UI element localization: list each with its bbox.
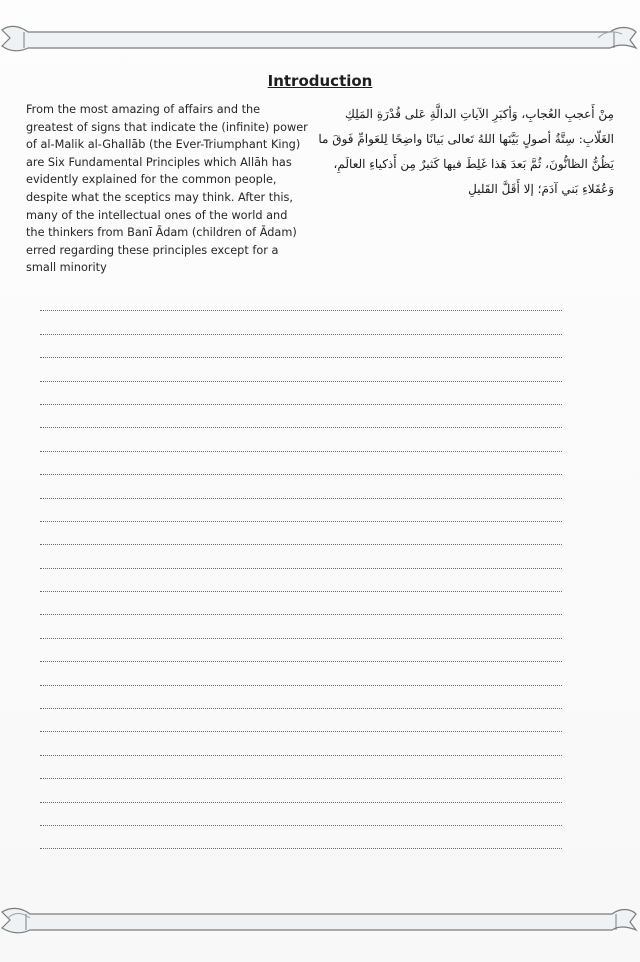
writing-line bbox=[40, 709, 562, 732]
writing-line bbox=[40, 288, 562, 311]
writing-line bbox=[40, 382, 562, 405]
writing-line bbox=[40, 686, 562, 709]
writing-lines bbox=[40, 288, 562, 849]
writing-line bbox=[40, 592, 562, 615]
writing-line bbox=[40, 803, 562, 826]
writing-line bbox=[40, 639, 562, 662]
arabic-paragraph: مِنْ أَعجبِ العُجابِ، وَأكبَرِ الآياتِ الدالَّةِ عَلى قُدْرَةِ المَلِكِ الغَلّابِ: سِتَّةُ أصولٍ بَيَّنَها اللهُ تَعالى بَيانًا واضِحًا لِلعَوامِّ فَوقَ ما يَظُنُّ الظانُّونَ، ثُمَّ بَعدَ هَذا غَلِطَ فيها كَثيرٌ مِن أَذكياءِ العالَمِ، وَعُقَلاءِ بَني آدَمَ؛ إلا أَقَلَّ القَليلِ bbox=[318, 107, 614, 196]
writing-line bbox=[40, 779, 562, 802]
writing-line bbox=[40, 475, 562, 498]
writing-line bbox=[40, 358, 562, 381]
writing-line bbox=[40, 405, 562, 428]
writing-line bbox=[40, 662, 562, 685]
writing-line bbox=[40, 569, 562, 592]
writing-line bbox=[40, 756, 562, 779]
writing-line bbox=[40, 311, 562, 334]
writing-line bbox=[40, 428, 562, 451]
bottom-scroll-banner bbox=[0, 898, 640, 938]
writing-line bbox=[40, 522, 562, 545]
writing-line bbox=[40, 335, 562, 358]
writing-line bbox=[40, 452, 562, 475]
writing-line bbox=[40, 499, 562, 522]
english-paragraph: From the most amazing of affairs and the greatest of signs that indicate the (infinite) power of al-Malik al-Ghallāb (the Ever-Triumphant King) are Six Fundamental Principles which Allāh has evidently explained for the common people, despite what the sceptics may think. After this, many of the intellectual ones of the world and the thinkers from Banī Ādam (children of Ādam) erred regarding these principles except for a small minority bbox=[26, 103, 308, 275]
writing-line bbox=[40, 732, 562, 755]
writing-line bbox=[40, 826, 562, 849]
page-title: Introduction bbox=[267, 72, 373, 90]
writing-line bbox=[40, 615, 562, 638]
top-scroll-banner bbox=[0, 18, 640, 58]
writing-line bbox=[40, 545, 562, 568]
